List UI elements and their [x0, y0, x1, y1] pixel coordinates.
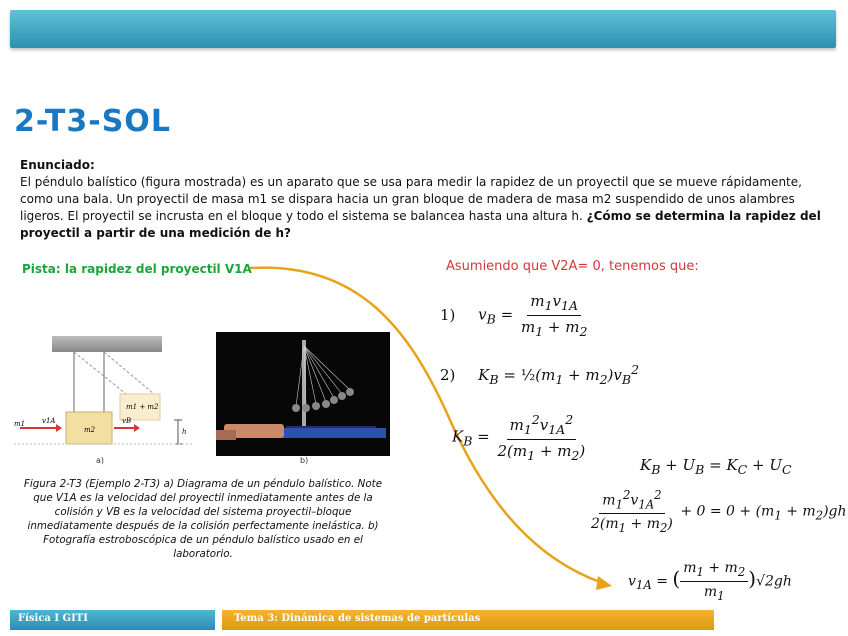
equation-1: 1) $v_B$ = $\frac{m_1v_{1A}}{m_1 + m_2}$: [440, 292, 588, 339]
label-vb: vB: [122, 417, 132, 425]
equation-5: $\frac{m_1^2v_{1A}^2}{2(m_1 + m_2)}$ + $0 = 0 + (m_1 + m_2)gh$: [591, 488, 847, 536]
page-title: 2-T3-SOL: [14, 104, 171, 139]
label-h: h: [182, 428, 187, 436]
figure-caption: Figura 2-T3 (Ejemplo 2-T3) a) Diagrama de un péndulo balístico. Note que V1A es la velocidad del proyectil inmediatamente antes de la colisión y VB es la velocidad del sistema proyectil–bloque inmediatamente después de la colisión perfectamente inelástica. b) Fotografía estroboscópica de un péndulo balístico usado en el laboratorio.: [23, 478, 383, 560]
footer-topic: Tema 3: Dinámica de sistemas de partículas: [222, 610, 714, 630]
enunciado-text-block: [20, 174, 828, 242]
stroboscopic-photo: [216, 332, 390, 456]
enunciado-question: ¿Cómo se determina la rapidez del proyectil a partir de una medición de h?: [20, 209, 821, 240]
label-m2: m2: [84, 426, 96, 434]
assumption-text: Asumiendo que V2A= 0, tenemos que:: [446, 259, 699, 274]
figure-a-label: a): [96, 456, 105, 465]
equation-1-number: 1): [440, 305, 456, 324]
enunciado-body: El péndulo balístico (figura mostrada) es un aparato que se usa para medir la rapidez de un proyectil que se mueve rápidamente, como una bala. Un proyectil de masa m1 se dispara hacia un gran bloque de madera de masa m2 suspendido de unos alambres ligeros. El proyectil se incrusta en el bloque y todo el sistema se balancea hasta una altura h.: [20, 175, 802, 223]
equation-2: 2) $K_B$ = $\frac{1}{2}(m_1 + m_2)v_B^2$: [440, 362, 640, 387]
label-v1a: v1A: [42, 417, 56, 425]
equation-2-number: 2): [440, 366, 456, 384]
top-banner: [10, 10, 836, 48]
equation-3: $K_B$ = $\frac{m_1^2v_{1A}^2}{2(m_1 + m_2)}$: [452, 412, 586, 463]
label-m1m2: m1 + m2: [126, 403, 159, 411]
figure-b-label: b): [300, 456, 309, 465]
ballistic-pendulum-diagram: [14, 332, 194, 468]
label-m1: m1: [14, 420, 26, 428]
equation-6: $v_{1A}$ = ( $\frac{m_1 + m_2}{m_1}$ )√2gh: [628, 560, 792, 603]
footer-course: Física I GITI: [10, 610, 215, 630]
enunciado-heading: Enunciado:: [20, 158, 95, 172]
equation-4: $K_B + U_B = K_C + U_C$: [640, 456, 792, 477]
hint-text: Pista: la rapidez del proyectil V1A: [22, 262, 252, 276]
